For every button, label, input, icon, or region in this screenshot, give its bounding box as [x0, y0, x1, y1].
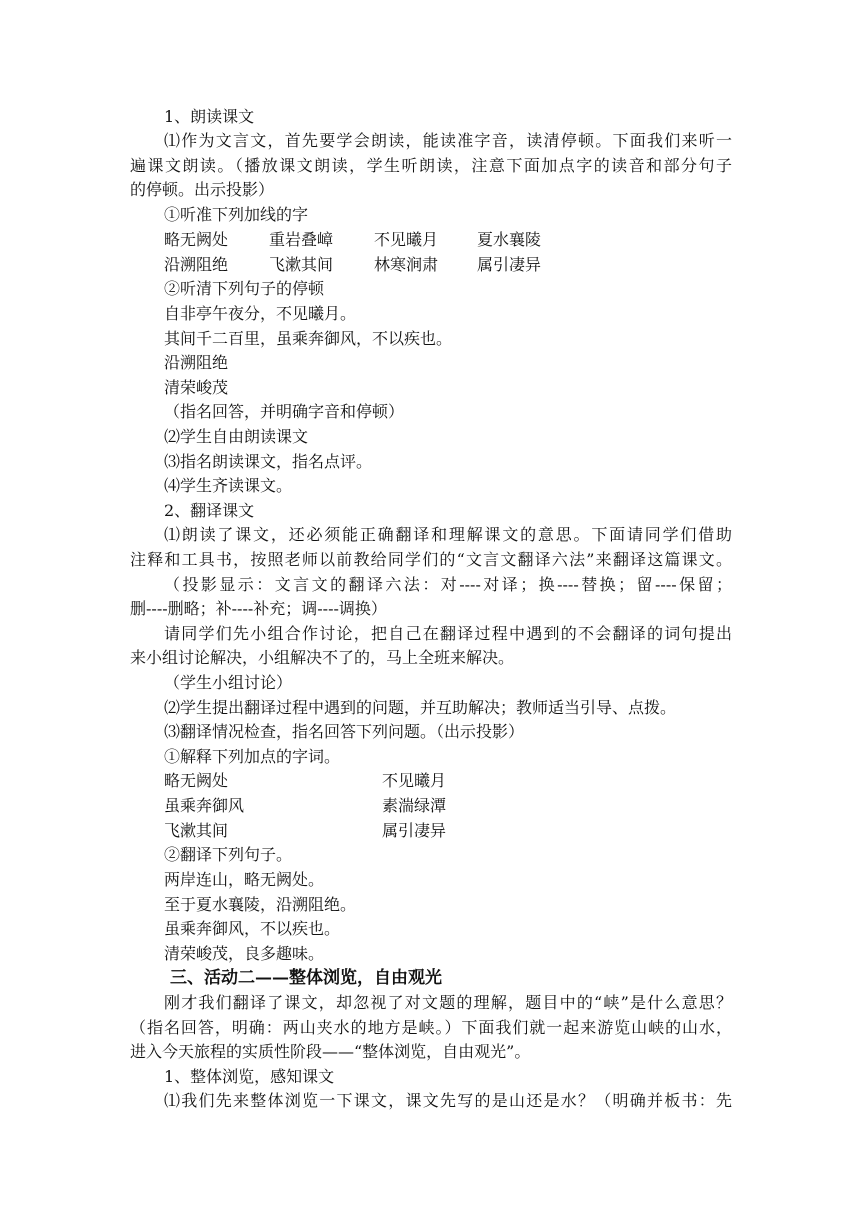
word-item: 重岩叠嶂 — [269, 230, 334, 249]
word-item: 不见曦月 — [374, 230, 439, 249]
word-item: 虽乘奔御风 — [164, 796, 245, 815]
word-item: 沿溯阻绝 — [164, 255, 229, 274]
paragraph-line: ⑶翻译情况检查，指名回答下列问题。（出示投影） — [164, 722, 525, 741]
word-item: 略无阙处 — [164, 771, 229, 790]
word-item: 林寒涧肃 — [374, 255, 439, 274]
paragraph-line: 注释和工具书，按照老师以前教给同学们的“文言文翻译六法”来翻译这篇课文。 — [130, 550, 732, 569]
paragraph-line: 来小组讨论解决，小组解决不了的，马上全班来解决。 — [130, 648, 515, 667]
paragraph-line: ②听清下列句子的停顿 — [164, 279, 325, 298]
section-heading: 1、整体浏览，感知课文 — [164, 1067, 335, 1086]
paragraph-line: ⑴朗读了课文，还必须能正确翻译和理解课文的意思。下面请同学们借助 — [164, 525, 732, 544]
paragraph-line: （指名回答，并明确字音和停顿） — [164, 402, 405, 421]
paragraph-line: 删----删略；补----补充；调----调换） — [130, 599, 387, 618]
word-item: 略无阙处 — [164, 230, 229, 249]
word-list-row — [164, 769, 564, 793]
paragraph-line: ②翻译下列句子。 — [164, 845, 293, 864]
word-item: 夏水襄陵 — [477, 230, 542, 249]
paragraph-line: 沿溯阻绝 — [164, 353, 229, 372]
word-item: 属引凄异 — [382, 821, 447, 840]
paragraph-line: 虽乘奔御风，不以疾也。 — [164, 919, 341, 938]
paragraph-line: ⑴我们先来整体浏览一下课文，课文先写的是山还是水？（明确并板书：先 — [164, 1091, 732, 1110]
word-item: 不见曦月 — [382, 771, 447, 790]
paragraph-line: ①听准下列加线的字 — [164, 205, 309, 224]
paragraph-line: 两岸连山，略无阙处。 — [164, 870, 325, 889]
paragraph-line: （投影显示：文言文的翻译六法：对----对译；换----替换；留----保留； — [164, 575, 732, 594]
paragraph-line: 的停顿。出示投影） — [130, 180, 275, 199]
paragraph-line: （学生小组讨论） — [164, 673, 293, 692]
paragraph-line: 自非亭午夜分，不见曦月。 — [164, 304, 357, 323]
word-item: 飞漱其间 — [164, 821, 229, 840]
word-list-row — [164, 819, 564, 843]
paragraph-line: （指名回答，明确：两山夹水的地方是峡。）下面我们就一起来游览山峡的山水， — [130, 1018, 732, 1037]
paragraph-line: ①解释下列加点的字词。 — [164, 747, 341, 766]
paragraph-line: ⑷学生齐读课文。 — [164, 476, 293, 495]
paragraph-line: 至于夏水襄陵，沿溯阻绝。 — [164, 895, 357, 914]
word-item: 属引凄异 — [477, 255, 542, 274]
word-item: 飞漱其间 — [269, 255, 334, 274]
word-list-row — [164, 794, 564, 818]
paragraph-line: ⑴作为文言文，首先要学会朗读，能读准字音，读清停顿。下面我们来听一 — [164, 131, 732, 150]
paragraph-line: 其间千二百里，虽乘奔御风，不以疾也。 — [164, 329, 453, 348]
section-heading: 1、朗读课文 — [164, 107, 255, 126]
chapter-heading: 三、活动二——整体浏览，自由观光 — [170, 968, 442, 988]
word-item: 素湍绿潭 — [382, 796, 447, 815]
word-list-row — [164, 253, 542, 277]
paragraph-line: 请同学们先小组合作讨论，把自己在翻译过程中遇到的不会翻译的词句提出 — [164, 624, 732, 643]
word-list-row — [164, 228, 542, 252]
paragraph-line: ⑶指名朗读课文，指名点评。 — [164, 452, 373, 471]
paragraph-line: 刚才我们翻译了课文，却忽视了对文题的理解，题目中的“峡”是什么意思？ — [164, 993, 732, 1012]
paragraph-line: 进入今天旅程的实质性阶段——“整体浏览，自由观光”。 — [130, 1042, 531, 1061]
paragraph-line: ⑵学生自由朗读课文 — [164, 427, 309, 446]
paragraph-line: 清荣峻茂 — [164, 378, 229, 397]
section-heading: 2、翻译课文 — [164, 501, 255, 520]
paragraph-line: 遍课文朗读。（播放课文朗读，学生听朗读，注意下面加点字的读音和部分句子 — [130, 156, 732, 175]
paragraph-line: ⑵学生提出翻译过程中遇到的问题，并互助解决；教师适当引导、点拨。 — [164, 698, 677, 717]
paragraph-line: 清荣峻茂，良多趣味。 — [164, 944, 325, 963]
